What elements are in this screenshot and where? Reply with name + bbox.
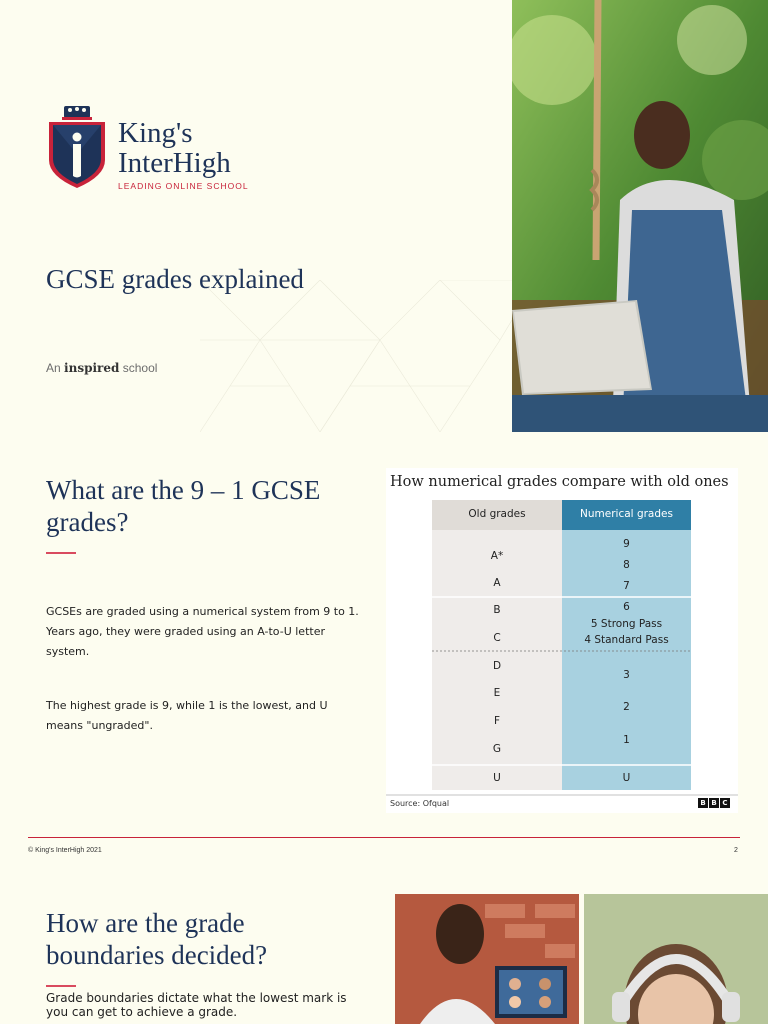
old-grade: C [493,632,501,644]
paragraph-grade-boundaries: Grade boundaries dictate what the lowest mark is you can get to achieve a grade. [46,991,347,1019]
old-grade: B [493,604,501,616]
footer-page-number: 2 [734,847,738,854]
old-grade: F [493,715,501,727]
old-grade: U [493,772,501,784]
numerical-grade: 1 [623,734,630,746]
kings-interhigh-crest-icon [46,104,108,190]
numerical-grade: 5 Strong Pass [590,618,663,630]
footer-copyright: © King's InterHigh 2021 [28,847,102,854]
brand-name: King's InterHigh [118,117,231,179]
table-title: How numerical grades compare with old ones [390,474,729,490]
grades-comparison-table [386,468,738,813]
photo-student-headphones [584,894,768,1024]
footer-divider [28,837,740,838]
numerical-grade: 4 Standard Pass [584,634,669,646]
old-grade: D [492,660,502,672]
col-header-numerical: Numerical grades [580,508,673,520]
numerical-grade: 2 [623,701,630,713]
section-heading-grades: What are the 9 – 1 GCSE grades? [46,475,321,537]
old-grade: A [493,577,501,589]
page-title: GCSE grades explained [46,264,304,294]
old-grade: A* [490,550,504,562]
heading-accent-bar [46,552,76,554]
table-source: Source: Ofqual [390,799,450,808]
brand-tagline: LEADING ONLINE SCHOOL [118,181,249,191]
bbc-logo: B B C [698,798,730,808]
old-grade: G [492,743,502,755]
paragraph-highest-grade: The highest grade is 9, while 1 is the lowest, and U means "ungraded". [46,699,328,732]
geometric-pattern [200,280,512,432]
numerical-grade: 6 [623,601,630,613]
heading-accent-bar [46,985,76,987]
numerical-grade: 3 [623,669,630,681]
hero-photo-student-with-laptop [512,0,768,432]
old-grade: E [493,687,501,699]
photo-student-video-call [395,894,579,1024]
numerical-grade: 7 [623,580,630,592]
numerical-grade: U [622,772,631,784]
paragraph-grading-system: GCSEs are graded using a numerical system from 9 to 1. Years ago, they were graded using an A-to-U letter system. [46,605,359,658]
numerical-grade: 9 [623,538,630,550]
col-header-old: Old grades [468,508,526,520]
section-heading-boundaries: How are the grade boundaries decided? [46,908,268,970]
inspired-school-tag: An inspired school [46,361,158,375]
numerical-grade: 8 [623,559,630,571]
